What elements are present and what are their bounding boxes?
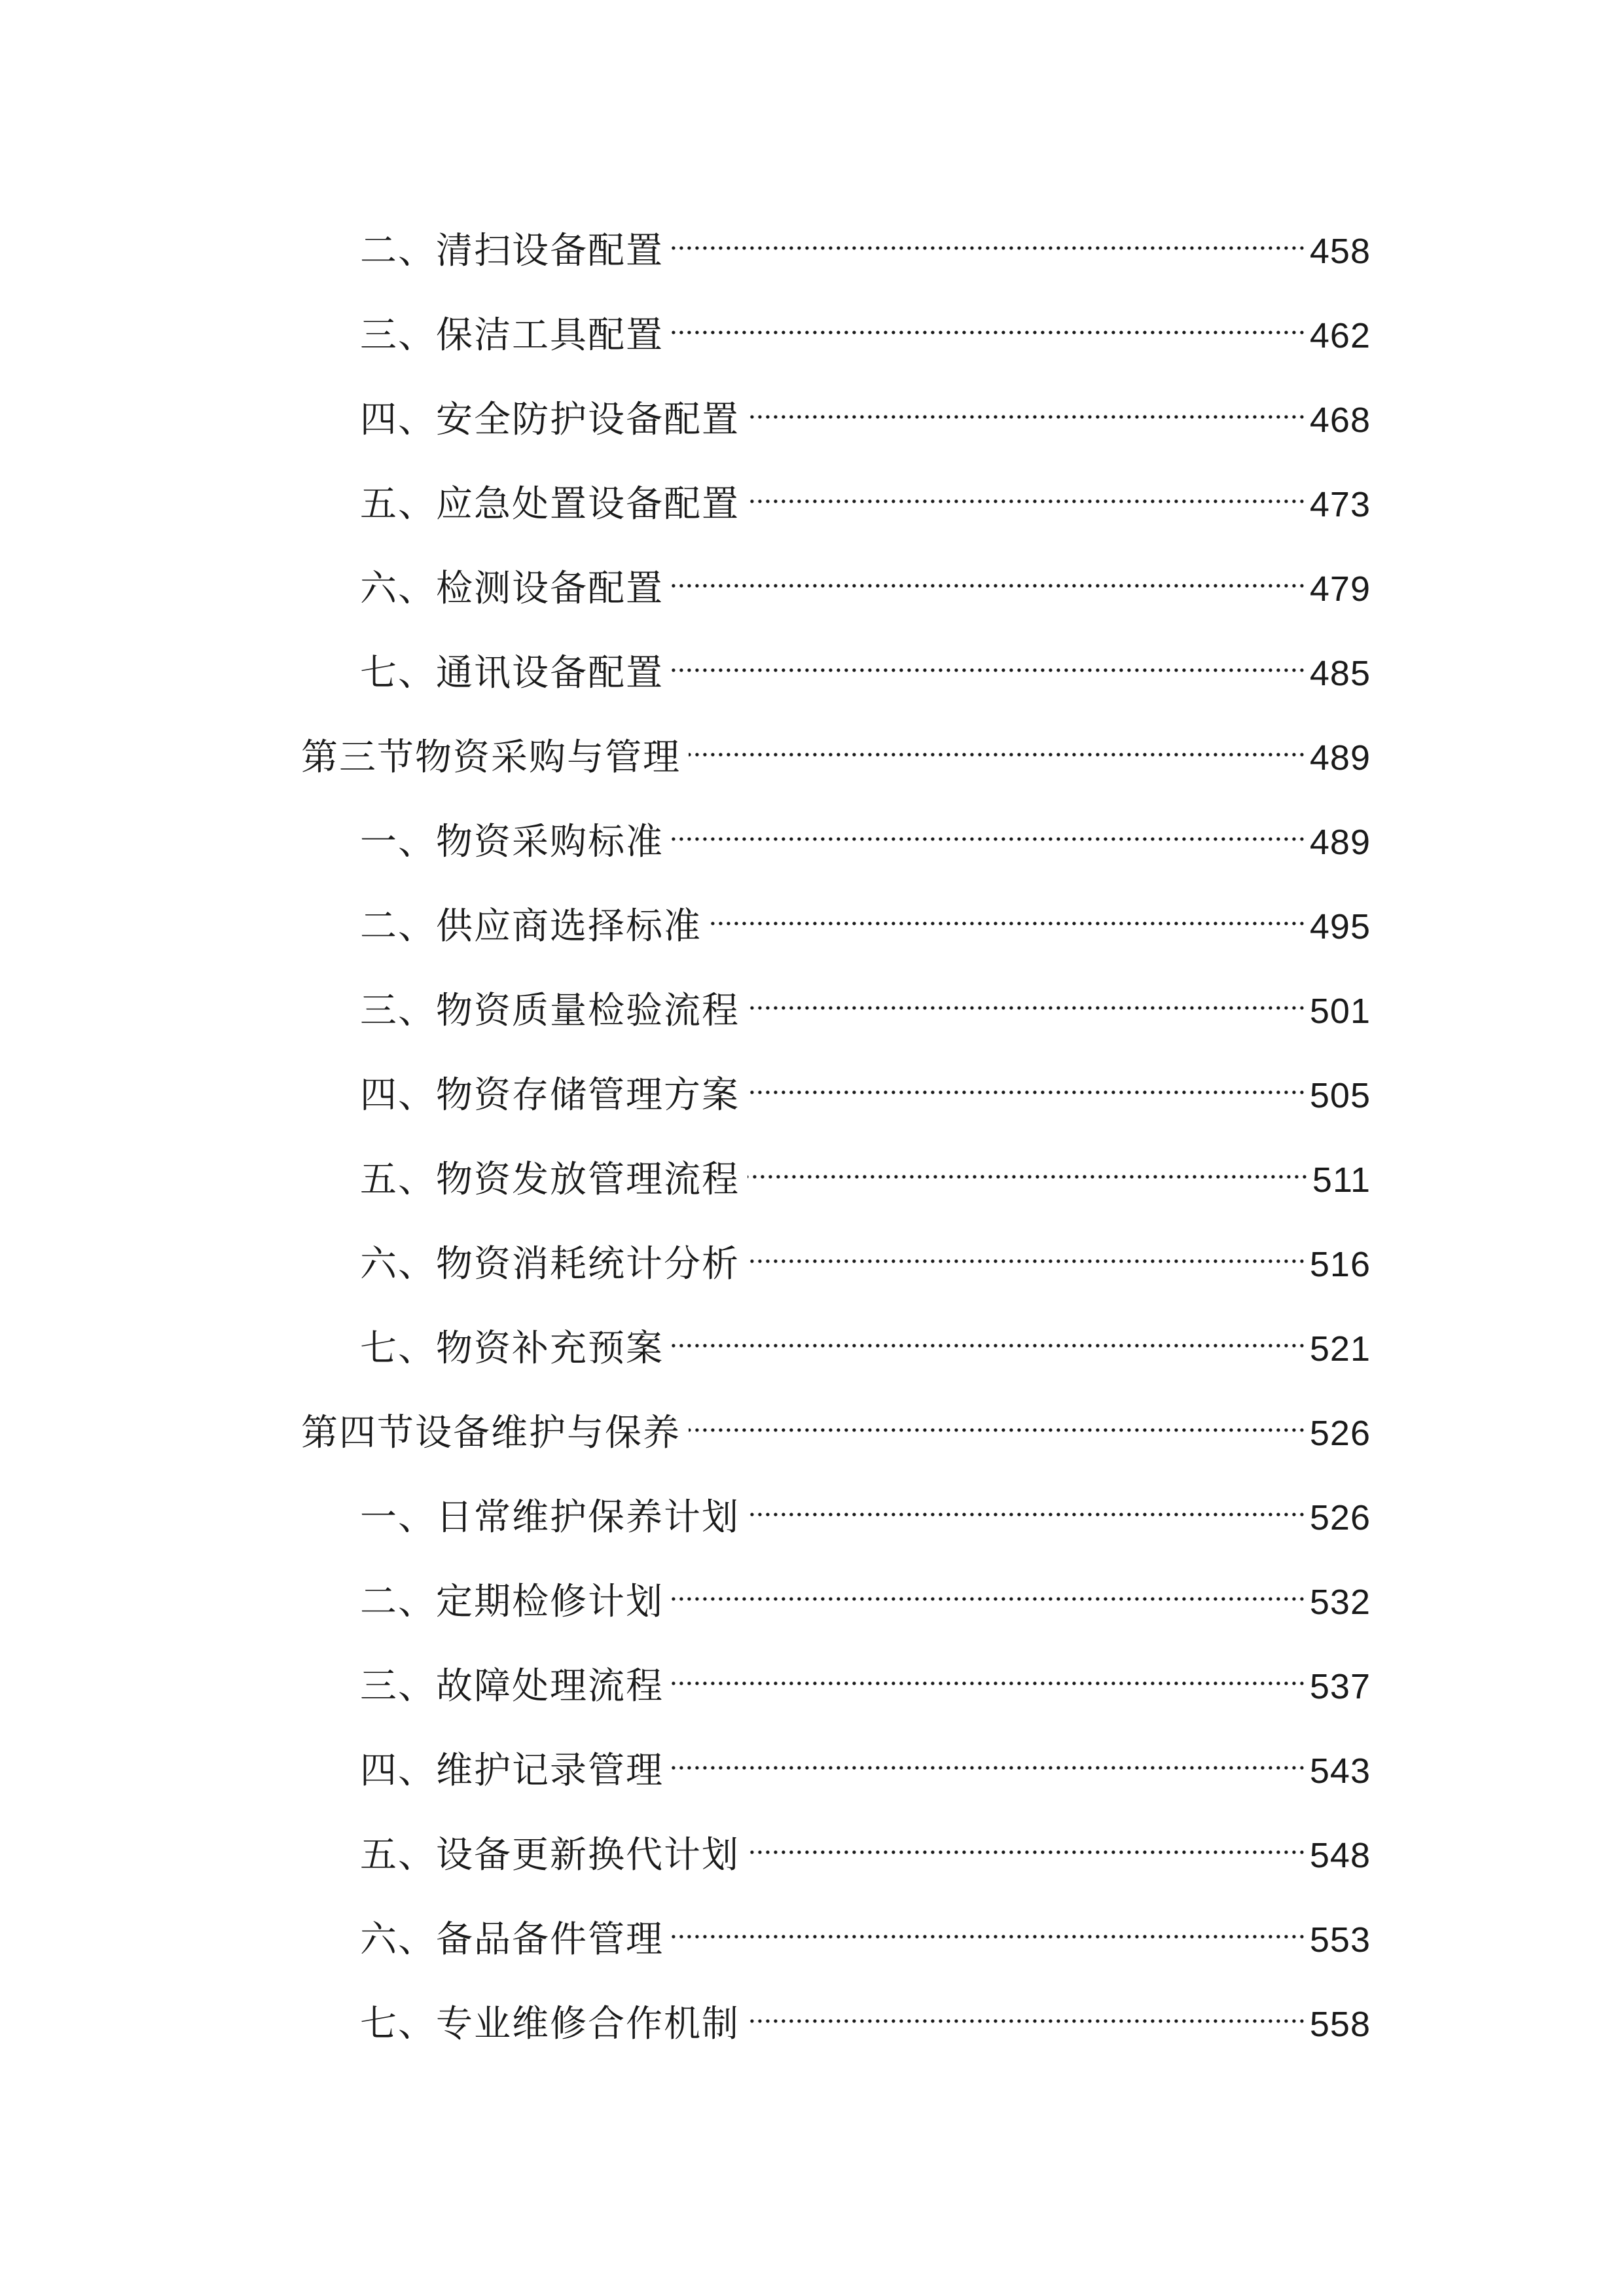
toc-section-entry[interactable] (301, 1393, 1371, 1454)
dot-leader (672, 211, 1306, 263)
toc-entry[interactable] (360, 1562, 1371, 1623)
toc-entry-title: 二、清扫设备配置 (360, 230, 664, 272)
toc-entry-title: 四、安全防护设备配置 (360, 399, 740, 441)
toc-page-number: 479 (1309, 569, 1371, 609)
toc-entry-title: 七、专业维修合作机制 (360, 2003, 740, 2045)
toc-page-number: 558 (1309, 2005, 1371, 2044)
toc-page-number: 501 (1309, 992, 1371, 1031)
toc-page-number: 532 (1309, 1583, 1371, 1622)
toc-entry-title: 三、物资质量检验流程 (360, 990, 740, 1032)
toc-entry-title: 五、应急处置设备配置 (360, 483, 740, 526)
toc-page-number: 548 (1309, 1836, 1371, 1875)
dot-leader (748, 1477, 1306, 1530)
toc-page-number: 553 (1309, 1920, 1371, 1960)
toc-page-number: 458 (1309, 232, 1371, 271)
toc-entry[interactable] (360, 211, 1371, 272)
toc-page-number: 489 (1309, 823, 1371, 862)
dot-leader (672, 802, 1306, 854)
toc-page-number: 495 (1309, 907, 1371, 946)
dot-leader (689, 717, 1306, 770)
toc-page-number: 537 (1309, 1667, 1371, 1706)
toc-entry-title: 五、设备更新换代计划 (360, 1834, 740, 1876)
toc-entry[interactable] (360, 886, 1371, 948)
dot-leader (748, 1224, 1306, 1276)
toc-entry-title: 一、物资采购标准 (360, 821, 664, 863)
dot-leader (672, 295, 1306, 348)
toc-entry-title: 二、定期检修计划 (360, 1581, 664, 1623)
toc-entry-title: 一、日常维护保养计划 (360, 1496, 740, 1539)
dot-leader (748, 1984, 1306, 2036)
toc-entry-title: 三、故障处理流程 (360, 1665, 664, 1708)
toc-entry[interactable] (360, 1646, 1371, 1708)
dot-leader (748, 464, 1306, 516)
toc-entry[interactable] (360, 464, 1371, 526)
toc-entry[interactable] (360, 1899, 1371, 1961)
toc-entry-title: 第四节设备维护与保养 (301, 1412, 681, 1454)
toc-page-number: 526 (1309, 1498, 1371, 1537)
toc-entry[interactable] (360, 1139, 1371, 1201)
toc-entry-title: 七、物资补充预案 (360, 1327, 664, 1370)
toc-page-number: 521 (1309, 1329, 1371, 1369)
toc-page-number: 462 (1309, 316, 1371, 355)
toc-page-number: 526 (1309, 1414, 1371, 1453)
dot-leader (672, 548, 1306, 601)
toc-page-number: 489 (1309, 738, 1371, 778)
dot-leader (748, 1815, 1306, 1867)
toc-page-number: 485 (1309, 654, 1371, 693)
toc-entry[interactable] (360, 548, 1371, 610)
toc-entry-title: 二、供应商选择标准 (360, 905, 702, 948)
toc-entry-title: 四、物资存储管理方案 (360, 1074, 740, 1117)
toc-page-number: 543 (1309, 1751, 1371, 1791)
toc-entry[interactable] (360, 1477, 1371, 1539)
dot-leader (672, 1562, 1306, 1614)
toc-entry[interactable] (360, 1984, 1371, 2045)
toc-page-number: 473 (1309, 485, 1371, 524)
dot-leader (672, 1731, 1306, 1783)
dot-leader (748, 971, 1306, 1023)
toc-page-number: 505 (1309, 1076, 1371, 1115)
toc-entry-title: 四、维护记录管理 (360, 1749, 664, 1792)
dot-leader (689, 1393, 1306, 1445)
dot-leader (748, 380, 1306, 432)
toc-entry[interactable] (360, 971, 1371, 1032)
toc-page-number: 516 (1309, 1245, 1371, 1284)
toc-entry-title: 三、保洁工具配置 (360, 314, 664, 357)
toc-entry-title: 五、物资发放管理流程 (360, 1158, 740, 1201)
toc-section-entry[interactable] (301, 717, 1371, 779)
toc-entry[interactable] (360, 295, 1371, 357)
toc-page-number: 511 (1312, 1160, 1371, 1200)
toc-entry-title: 第三节物资采购与管理 (301, 736, 681, 779)
toc-entry[interactable] (360, 802, 1371, 863)
toc-entry[interactable] (360, 1055, 1371, 1117)
toc-entry[interactable] (360, 1308, 1371, 1370)
dot-leader (672, 1646, 1306, 1698)
toc-entry-title: 六、备品备件管理 (360, 1918, 664, 1961)
toc-entry[interactable] (360, 1815, 1371, 1876)
toc-entry[interactable] (360, 1224, 1371, 1285)
toc-entry-title: 六、检测设备配置 (360, 567, 664, 610)
toc-entry[interactable] (360, 380, 1371, 441)
dot-leader (672, 633, 1306, 685)
dot-leader (748, 1139, 1308, 1192)
toc-entry-title: 七、通讯设备配置 (360, 652, 664, 694)
toc-page-number: 468 (1309, 401, 1371, 440)
dot-leader (748, 1055, 1306, 1107)
toc-entry[interactable] (360, 633, 1371, 694)
toc-entry-title: 六、物资消耗统计分析 (360, 1243, 740, 1285)
dot-leader (672, 1899, 1306, 1952)
toc-entry[interactable] (360, 1731, 1371, 1792)
dot-leader (672, 1308, 1306, 1361)
dot-leader (710, 886, 1306, 939)
